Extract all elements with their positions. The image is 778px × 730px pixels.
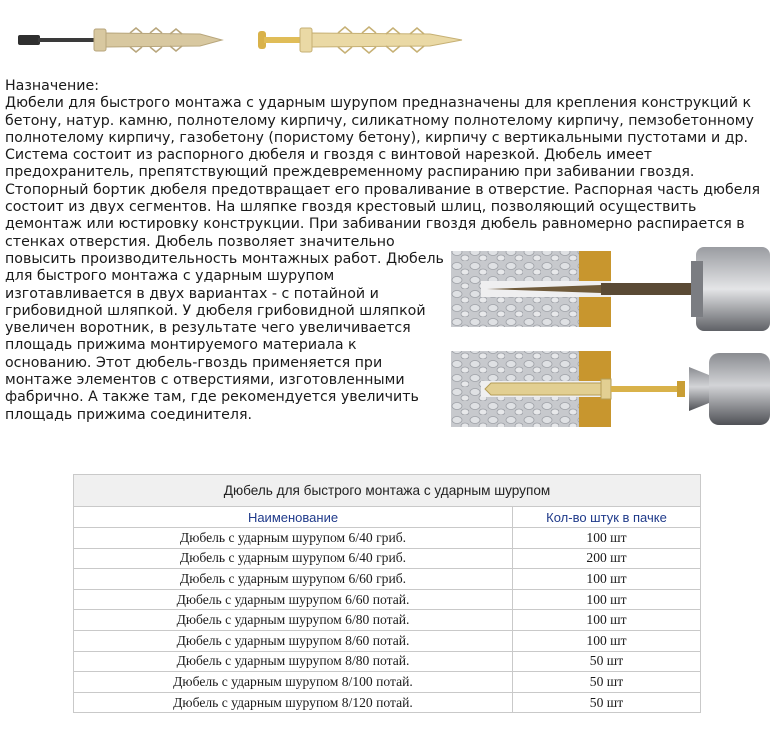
description-paragraph-continued: повысить производительность монтажных работ. Дюбель для быстрого монтажа с ударным шурупом изготавливается в двух вариантах - с потайной и грибовидной шляпкой. У дюбеля грибовидной шляпкой увеличен воротник, в результате чего увеличивается площадь прижима монтируемого материала к основанию. Этот дюбель-гвоздь применяется при монтаже элементов с отверстиями, изготовленными фабрично. А также там, где рекомендуется увеличить площадь прижима соединителя. — [5, 250, 444, 423]
product-name-cell: Дюбель с ударным шурупом 8/60 потай. — [74, 630, 513, 651]
product-quantity-cell: 100 шт — [513, 528, 701, 549]
product-name-cell: Дюбель с ударным шурупом 6/40 гриб. — [74, 548, 513, 569]
product-table — [73, 474, 701, 713]
dowel-brass-photo — [258, 27, 462, 53]
product-quantity-cell: 100 шт — [513, 569, 701, 590]
table-row — [74, 569, 701, 590]
product-images — [0, 0, 778, 78]
product-quantity-cell: 100 шт — [513, 630, 701, 651]
product-quantity-cell: 50 шт — [513, 672, 701, 693]
dowel-nail-photo — [12, 14, 230, 66]
product-name-cell: Дюбель с ударным шурупом 8/120 потай. — [74, 692, 513, 713]
table-row — [74, 528, 701, 549]
table-caption: Дюбель для быстрого монтажа с ударным шурупом — [74, 475, 701, 507]
product-quantity-cell: 50 шт — [513, 692, 701, 713]
hammering-diagram — [451, 351, 770, 427]
table-row — [74, 651, 701, 672]
product-name-cell: Дюбель с ударным шурупом 6/60 потай. — [74, 589, 513, 610]
product-name-cell: Дюбель с ударным шурупом 8/100 потай. — [74, 672, 513, 693]
column-header-quantity: Кол-во штук в пачке — [513, 507, 701, 528]
column-header-name: Наименование — [74, 507, 513, 528]
description-paragraph: Дюбели для быстрого монтажа с ударным шурупом предназначены для крепления конструкций к бетону, натур. камню, полнотелому кирпичу, силикатному полнотелому кирпичу, пемзобетонному полнотелому кирпичу, газобетону (пористому бетону), кирпичу с вертикальными пустотами и др. Система состоит из распорного дюбеля и гвоздя с винтовой нарезкой. Дюбель имеет предохранитель, препятствующий преждевременному распиранию при забивании гвоздя. Стопорный бортик дюбеля предотвращает его проваливание в отверстие. Распорная часть дюбеля состоит из двух сегментов. На шляпке гвоздя крестовый шлиц, позволяющий осуществить демонтаж или юстировку конструкции. При забивании гвоздя дюбель равномерно распирается в стенках отверстия. Дюбель позволяет значительно — [5, 95, 761, 250]
product-quantity-cell: 100 шт — [513, 589, 701, 610]
product-name-cell: Дюбель с ударным шурупом 6/40 гриб. — [74, 528, 513, 549]
table-row — [74, 548, 701, 569]
table-row — [74, 630, 701, 651]
section-heading: Назначение: — [5, 78, 99, 94]
installation-diagrams — [451, 247, 770, 428]
drilling-diagram — [451, 247, 770, 331]
product-quantity-cell: 100 шт — [513, 610, 701, 631]
table-row — [74, 672, 701, 693]
product-quantity-cell: 200 шт — [513, 548, 701, 569]
product-name-cell: Дюбель с ударным шурупом 8/80 потай. — [74, 651, 513, 672]
table-row — [74, 610, 701, 631]
product-name-cell: Дюбель с ударным шурупом 6/60 гриб. — [74, 569, 513, 590]
product-name-cell: Дюбель с ударным шурупом 6/80 потай. — [74, 610, 513, 631]
table-row — [74, 692, 701, 713]
table-row — [74, 589, 701, 610]
product-quantity-cell: 50 шт — [513, 651, 701, 672]
